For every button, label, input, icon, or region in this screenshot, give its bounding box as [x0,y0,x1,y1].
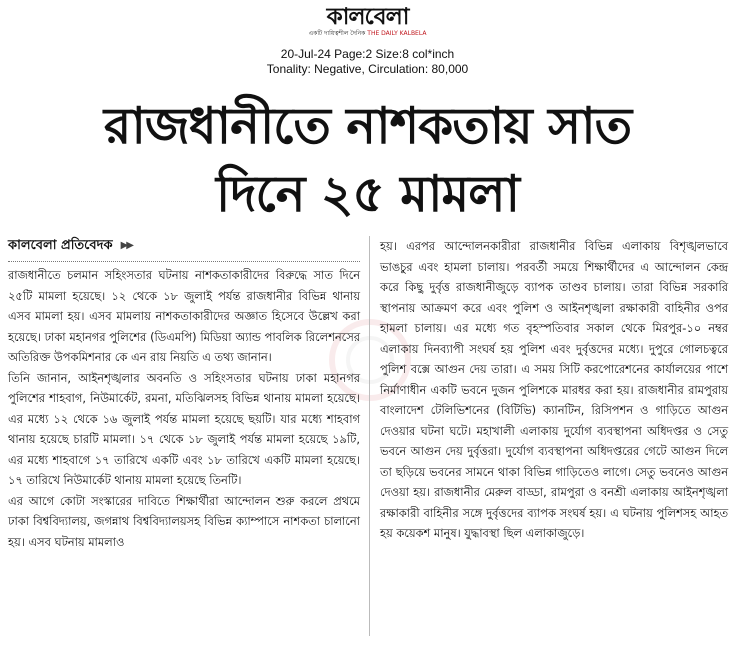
meta-line-date-page: 20-Jul-24 Page:2 Size:8 col*inch [280,47,455,61]
clipping-meta [0,47,735,77]
masthead [0,4,735,38]
newspaper-logo: কালবেলা [326,4,409,30]
article-paragraph: হয়। এরপর আন্দোলনকারীরা রাজধানীর বিভিন্ন এলাকায় বিশৃঙ্খলভাবে ভাঙচুর এবং হামলা চালায়। পরবর্তী সময়ে শিক্ষার্থীদের এ আন্দোলন কেন্দ্র করে কিছু দুর্বৃত্ত রাজধানীজুড়ে ব্যাপক তাণ্ডব চালায়। তারা বিভিন্ন সরকারি স্থাপনায় আক্রমণ করে এবং পুলিশ ও আইনশৃঙ্খলা রক্ষাকারী বাহিনীর ওপর হামলা চালায়। এর মধ্যে গত বৃহস্পতিবার সকাল থেকে মিরপুর-১০ নম্বর এলাকায় দিনব্যাপী সংঘর্ষ হয় পুলিশ এবং দুর্বৃত্তদের মধ্যে। দুপুরে গোলচত্বরে পুলিশ বক্সে আগুন দেয় তারা। এ সময় সিটি করপোরেশনের কার্যালয়ের পাশে নির্মাণাধীন একটি ভবনে দুজন পুলিশকে মারধর করা হয়। রাজধানীর রামপুরায় বাংলাদেশ টেলিভিশনের (বিটিভি) ক্যানটিন, রিসিপশন ও গাড়িতে আগুন দেওয়ার ঘটনা ঘটে। মহাখালী এলাকায় দুর্যোগ ব্যবস্থাপনা অধিদপ্তর ও সেতু ভবনে আগুন দেয় দুর্বৃত্তরা। দুর্যোগ ব্যবস্থাপনা অধিদপ্তরের গেটে আগুন দিলে তা ছড়িয়ে ভবনের সামনে থাকা বিভিন্ন গাড়িতেও লাগে। সেতু ভবনেও আগুন দেওয়া হয়। রাজধানীর মেরুল বাড্ডা, রামপুরা ও বনশ্রী এলাকায় আইনশৃঙ্খলা রক্ষাকারী বাহিনীর সঙ্গে দুর্বৃত্তদের ব্যাপক সংঘর্ষ হয়। এ ঘটনায় পুলিশসহ আহত হয় কয়েকশ মানুষ। যুদ্ধাবস্থা ছিল এলাকাজুড়ে। [380,239,728,540]
byline-text: কালবেলা প্রতিবেদক [8,238,113,253]
byline-arrows-icon: ▶▶ [120,240,132,251]
tagline-english: THE DAILY KALBELA [367,30,427,37]
article-column-left [8,236,360,552]
headline [0,92,735,228]
column-divider [369,236,370,636]
article-paragraph: তিনি জানান, আইনশৃঙ্খলার অবনতি ও সহিংসতার ঘটনায় ঢাকা মহানগর পুলিশের শাহবাগ, নিউমার্কেট, রমনা, মতিঝিলসহ বিভিন্ন থানায় মামলা হয়েছে। এর মধ্যে ১২ থেকে ১৬ জুলাই পর্যন্ত মামলা হয়েছে ছয়টি। যার মধ্যে শাহবাগ থানায় হয়েছে চারটি মামলা। ১৭ থেকে ১৮ জুলাই পর্যন্ত মামলা হয়েছে ১৯টি, এর মধ্যে শাহবাগে ১৭ তারিখে একটি এবং ১৮ তারিখে একটি মামলা হয়েছে। ১৭ তারিখে নিউমার্কেট থানায় মামলা হয়েছে তিনটি। [8,370,360,487]
headline-line-2: দিনে ২৫ মামলা [215,165,520,223]
byline [8,236,360,256]
byline-divider [8,261,360,262]
article-column-right [380,236,728,544]
article-paragraph: রাজধানীতে চলমান সহিংসতার ঘটনায় নাশকতাকারীদের বিরুদ্ধে সাত দিনে ২৫টি মামলা হয়েছে। ১২ থেকে ১৮ জুলাই পর্যন্ত রাজধানীর বিভিন্ন থানায় এসব মামলা হয়। এসব মামলায় নাশকতাকারীদের অজ্ঞাত হিসেবে উল্লেখ করা হয়েছে। ঢাকা মহানগর পুলিশের (ডিএমপি) মিডিয়া অ্যান্ড পাবলিক রিলেশনসের অতিরিক্ত উপকমিশনার কে এন রায় নিয়তি এ তথ্য জানান। [8,268,360,364]
tagline-bangla: একটি দায়িত্বশীল দৈনিক [308,30,366,37]
headline-line-1: রাজধানীতে নাশকতায় সাত [103,97,632,155]
meta-line-tonality: Tonality: Negative, Circulation: 80,000 [266,62,469,76]
logo-tagline [0,30,735,38]
article-paragraph: এর আগে কোটা সংস্কারের দাবিতে শিক্ষার্থীরা আন্দোলন শুরু করলে প্রথমে ঢাকা বিশ্ববিদ্যালয়, জগন্নাথ বিশ্ববিদ্যালয়সহ বিভিন্ন ক্যাম্পাসে নাশকতা চালানো হয়। এসব ঘটনায় মামলাও [8,493,360,549]
